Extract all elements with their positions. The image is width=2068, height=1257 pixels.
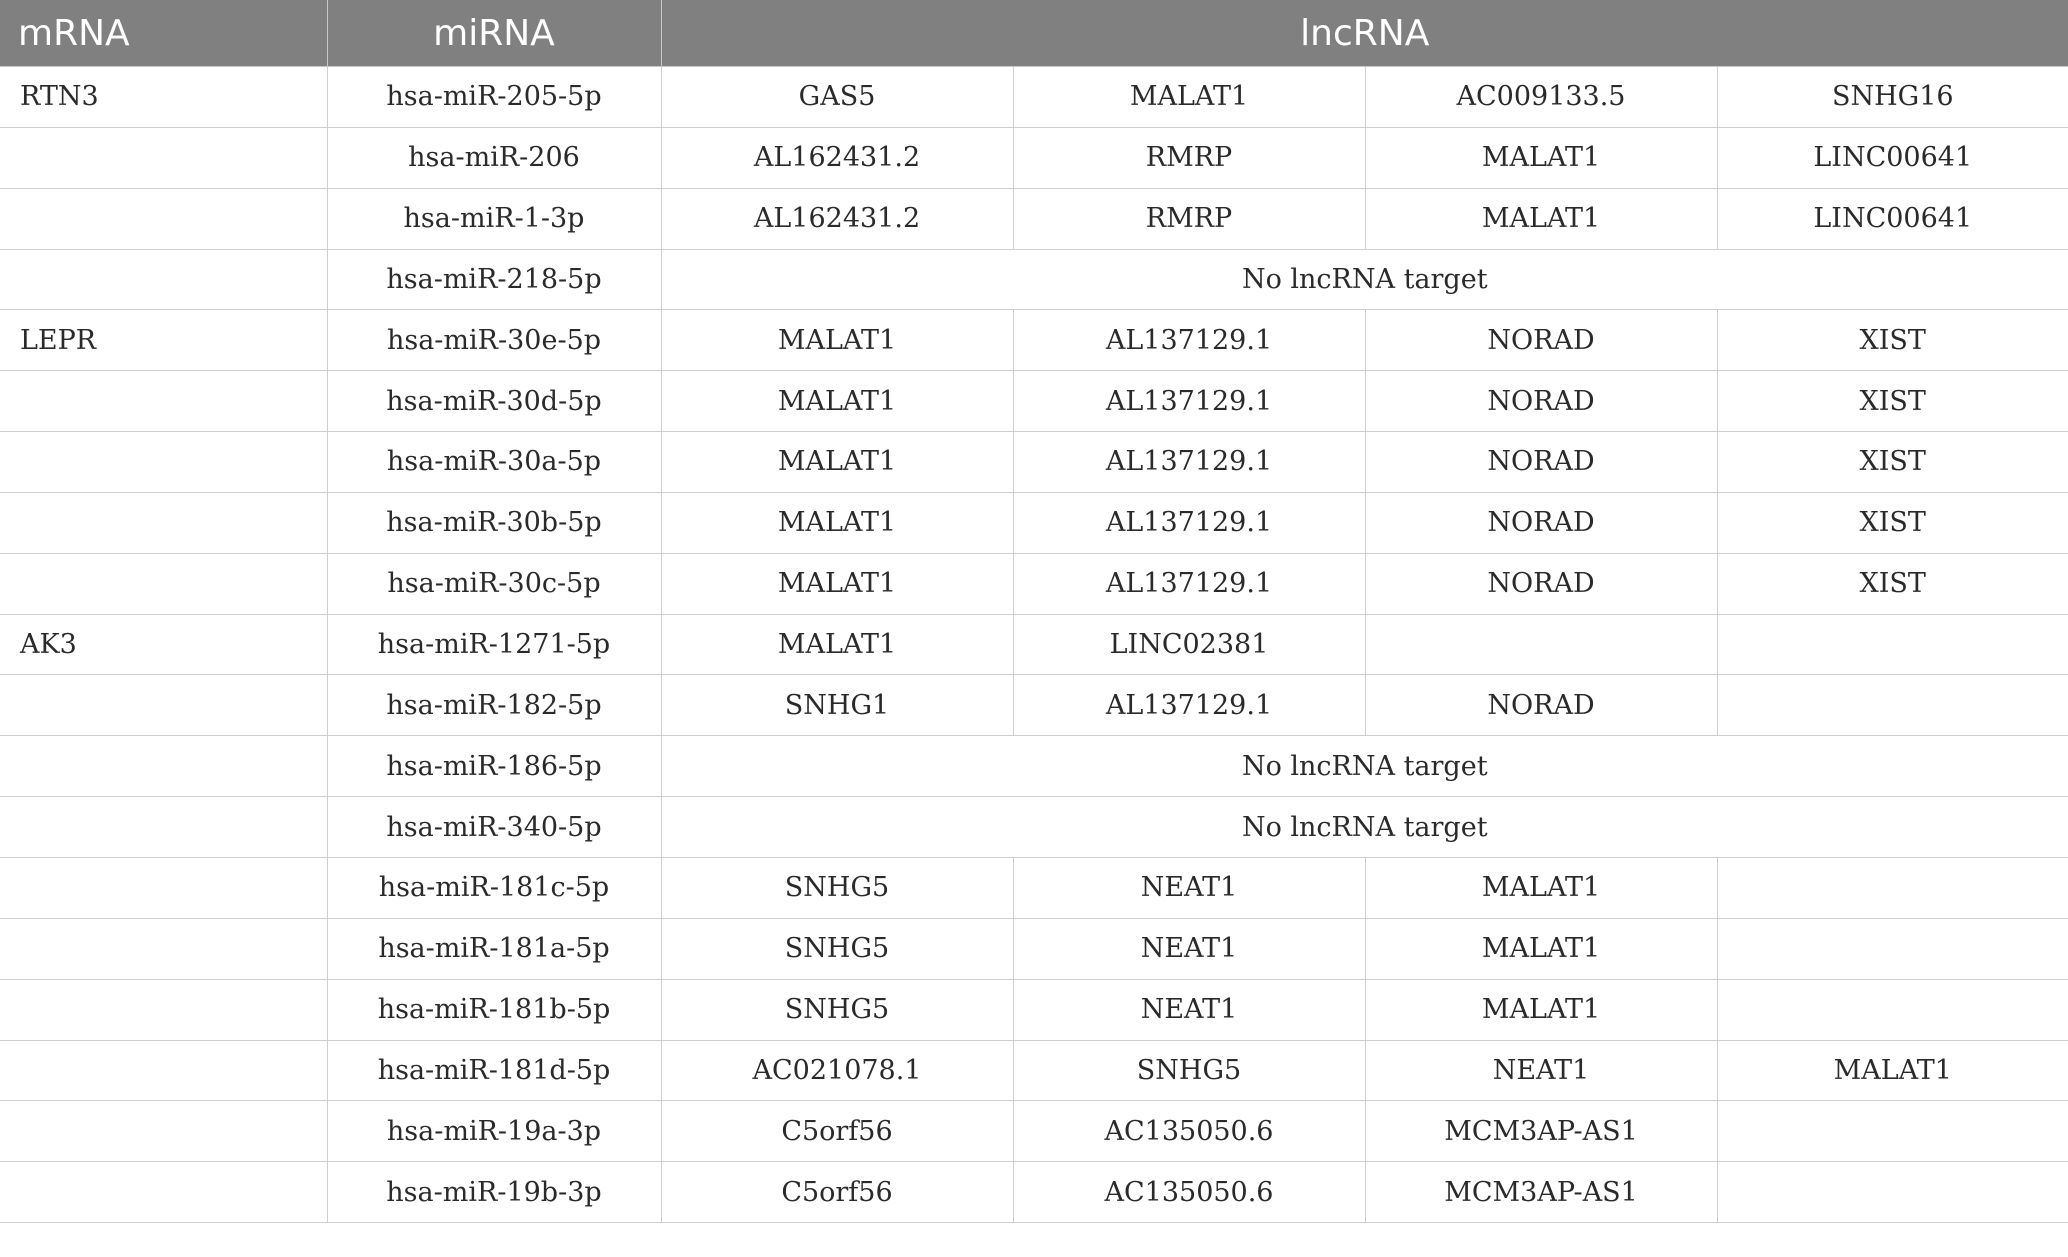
mirna-cell: hsa-miR-30e-5p bbox=[327, 310, 661, 371]
lncrna-cell: AL137129.1 bbox=[1013, 310, 1365, 371]
lncrna-cell: RMRP bbox=[1013, 127, 1365, 188]
lncrna-cell: NORAD bbox=[1365, 553, 1717, 614]
lncrna-cell: AL137129.1 bbox=[1013, 492, 1365, 553]
lncrna-cell: SNHG16 bbox=[1717, 67, 2068, 128]
lncrna-cell: SNHG5 bbox=[661, 979, 1013, 1040]
mrna-cell bbox=[0, 797, 327, 858]
lncrna-cell: NEAT1 bbox=[1365, 1040, 1717, 1101]
table-row bbox=[0, 432, 2068, 493]
header-mrna: mRNA bbox=[0, 0, 327, 67]
lncrna-cell: AC021078.1 bbox=[661, 1040, 1013, 1101]
table-row bbox=[0, 553, 2068, 614]
table-row bbox=[0, 918, 2068, 979]
table-row bbox=[0, 857, 2068, 918]
lncrna-cell: NEAT1 bbox=[1013, 918, 1365, 979]
lncrna-cell: MCM3AP-AS1 bbox=[1365, 1101, 1717, 1162]
mirna-cell: hsa-miR-186-5p bbox=[327, 736, 661, 797]
table-row bbox=[0, 371, 2068, 432]
mirna-cell: hsa-miR-19a-3p bbox=[327, 1101, 661, 1162]
lncrna-cell: MALAT1 bbox=[1365, 918, 1717, 979]
mirna-cell: hsa-miR-19b-3p bbox=[327, 1162, 661, 1223]
mrna-cell bbox=[0, 1040, 327, 1101]
mirna-cell: hsa-miR-30d-5p bbox=[327, 371, 661, 432]
table-row bbox=[0, 614, 2068, 675]
mirna-cell: hsa-miR-1271-5p bbox=[327, 614, 661, 675]
lncrna-cell: LINC02381 bbox=[1013, 614, 1365, 675]
lncrna-cell: XIST bbox=[1717, 432, 2068, 493]
lncrna-cell: MALAT1 bbox=[661, 432, 1013, 493]
lncrna-cell: C5orf56 bbox=[661, 1101, 1013, 1162]
mirna-cell: hsa-miR-340-5p bbox=[327, 797, 661, 858]
lncrna-cell: MALAT1 bbox=[1013, 67, 1365, 128]
lncrna-cell: AL137129.1 bbox=[1013, 675, 1365, 736]
no-target-note: No lncRNA target bbox=[661, 736, 2068, 797]
table-row bbox=[0, 310, 2068, 371]
mrna-cell bbox=[0, 675, 327, 736]
table-row bbox=[0, 1162, 2068, 1223]
mrna-cell bbox=[0, 1162, 327, 1223]
mirna-cell: hsa-miR-218-5p bbox=[327, 249, 661, 310]
lncrna-cell: NEAT1 bbox=[1013, 857, 1365, 918]
lncrna-cell: MALAT1 bbox=[661, 310, 1013, 371]
mirna-cell: hsa-miR-30a-5p bbox=[327, 432, 661, 493]
lncrna-cell bbox=[1717, 857, 2068, 918]
lncrna-cell: SNHG5 bbox=[661, 918, 1013, 979]
lncrna-cell: MALAT1 bbox=[661, 614, 1013, 675]
mirna-cell: hsa-miR-182-5p bbox=[327, 675, 661, 736]
table-row bbox=[0, 797, 2068, 858]
lncrna-cell: SNHG5 bbox=[1013, 1040, 1365, 1101]
lncrna-cell: SNHG1 bbox=[661, 675, 1013, 736]
lncrna-cell bbox=[1717, 979, 2068, 1040]
table-header bbox=[0, 0, 2068, 67]
mirna-cell: hsa-miR-181c-5p bbox=[327, 857, 661, 918]
table-row bbox=[0, 675, 2068, 736]
lncrna-cell: LINC00641 bbox=[1717, 188, 2068, 249]
table-row bbox=[0, 1101, 2068, 1162]
lncrna-cell: XIST bbox=[1717, 492, 2068, 553]
lncrna-cell bbox=[1717, 614, 2068, 675]
no-target-note: No lncRNA target bbox=[661, 249, 2068, 310]
mrna-cell: LEPR bbox=[0, 310, 327, 371]
lncrna-cell: MALAT1 bbox=[1717, 1040, 2068, 1101]
lncrna-cell: AC135050.6 bbox=[1013, 1101, 1365, 1162]
lncrna-cell: NORAD bbox=[1365, 432, 1717, 493]
lncrna-cell: AL137129.1 bbox=[1013, 553, 1365, 614]
table-row bbox=[0, 67, 2068, 128]
table-row bbox=[0, 188, 2068, 249]
lncrna-cell: MALAT1 bbox=[661, 492, 1013, 553]
lncrna-cell: AL137129.1 bbox=[1013, 432, 1365, 493]
lncrna-cell: NORAD bbox=[1365, 675, 1717, 736]
lncrna-cell bbox=[1717, 1101, 2068, 1162]
lncrna-cell: NORAD bbox=[1365, 310, 1717, 371]
lncrna-cell: AL162431.2 bbox=[661, 127, 1013, 188]
mirna-cell: hsa-miR-206 bbox=[327, 127, 661, 188]
mirna-cell: hsa-miR-205-5p bbox=[327, 67, 661, 128]
lncrna-cell: MALAT1 bbox=[661, 371, 1013, 432]
mrna-cell bbox=[0, 188, 327, 249]
mirna-cell: hsa-miR-181a-5p bbox=[327, 918, 661, 979]
lncrna-cell: AL137129.1 bbox=[1013, 371, 1365, 432]
mrna-cell bbox=[0, 1101, 327, 1162]
lncrna-cell: GAS5 bbox=[661, 67, 1013, 128]
lncrna-cell: LINC00641 bbox=[1717, 127, 2068, 188]
table-row bbox=[0, 1040, 2068, 1101]
table-row bbox=[0, 249, 2068, 310]
lncrna-cell: XIST bbox=[1717, 371, 2068, 432]
mirna-cell: hsa-miR-30b-5p bbox=[327, 492, 661, 553]
lncrna-cell bbox=[1717, 918, 2068, 979]
lncrna-cell: AC135050.6 bbox=[1013, 1162, 1365, 1223]
mrna-cell bbox=[0, 371, 327, 432]
lncrna-cell: XIST bbox=[1717, 553, 2068, 614]
mirna-cell: hsa-miR-30c-5p bbox=[327, 553, 661, 614]
lncrna-cell: AC009133.5 bbox=[1365, 67, 1717, 128]
lncrna-cell bbox=[1717, 1162, 2068, 1223]
mrna-cell bbox=[0, 857, 327, 918]
mirna-cell: hsa-miR-1-3p bbox=[327, 188, 661, 249]
mrna-cell bbox=[0, 736, 327, 797]
lncrna-cell: C5orf56 bbox=[661, 1162, 1013, 1223]
lncrna-cell: AL162431.2 bbox=[661, 188, 1013, 249]
table-row bbox=[0, 979, 2068, 1040]
lncrna-cell bbox=[1717, 675, 2068, 736]
mrna-cell: RTN3 bbox=[0, 67, 327, 128]
lncrna-cell: NEAT1 bbox=[1013, 979, 1365, 1040]
mrna-cell: AK3 bbox=[0, 614, 327, 675]
header-mirna: miRNA bbox=[327, 0, 661, 67]
header-row bbox=[0, 0, 2068, 67]
mrna-cell bbox=[0, 432, 327, 493]
table-row bbox=[0, 127, 2068, 188]
header-lncrna: lncRNA bbox=[661, 0, 2068, 67]
mirna-cell: hsa-miR-181b-5p bbox=[327, 979, 661, 1040]
lncrna-cell: NORAD bbox=[1365, 492, 1717, 553]
lncrna-cell: MCM3AP-AS1 bbox=[1365, 1162, 1717, 1223]
mirna-cell: hsa-miR-181d-5p bbox=[327, 1040, 661, 1101]
lncrna-cell: MALAT1 bbox=[1365, 857, 1717, 918]
lncrna-cell bbox=[1365, 614, 1717, 675]
lncrna-cell: RMRP bbox=[1013, 188, 1365, 249]
lncrna-cell: SNHG5 bbox=[661, 857, 1013, 918]
lncrna-cell: XIST bbox=[1717, 310, 2068, 371]
no-target-note: No lncRNA target bbox=[661, 797, 2068, 858]
table-row bbox=[0, 736, 2068, 797]
mrna-cell bbox=[0, 918, 327, 979]
lncrna-cell: NORAD bbox=[1365, 371, 1717, 432]
mrna-cell bbox=[0, 979, 327, 1040]
mrna-cell bbox=[0, 249, 327, 310]
lncrna-cell: MALAT1 bbox=[661, 553, 1013, 614]
mrna-cell bbox=[0, 492, 327, 553]
table-row bbox=[0, 492, 2068, 553]
mrna-cell bbox=[0, 127, 327, 188]
lncrna-cell: MALAT1 bbox=[1365, 188, 1717, 249]
lncrna-cell: MALAT1 bbox=[1365, 979, 1717, 1040]
lncrna-cell: MALAT1 bbox=[1365, 127, 1717, 188]
mrna-cell bbox=[0, 553, 327, 614]
table-body bbox=[0, 67, 2068, 1223]
